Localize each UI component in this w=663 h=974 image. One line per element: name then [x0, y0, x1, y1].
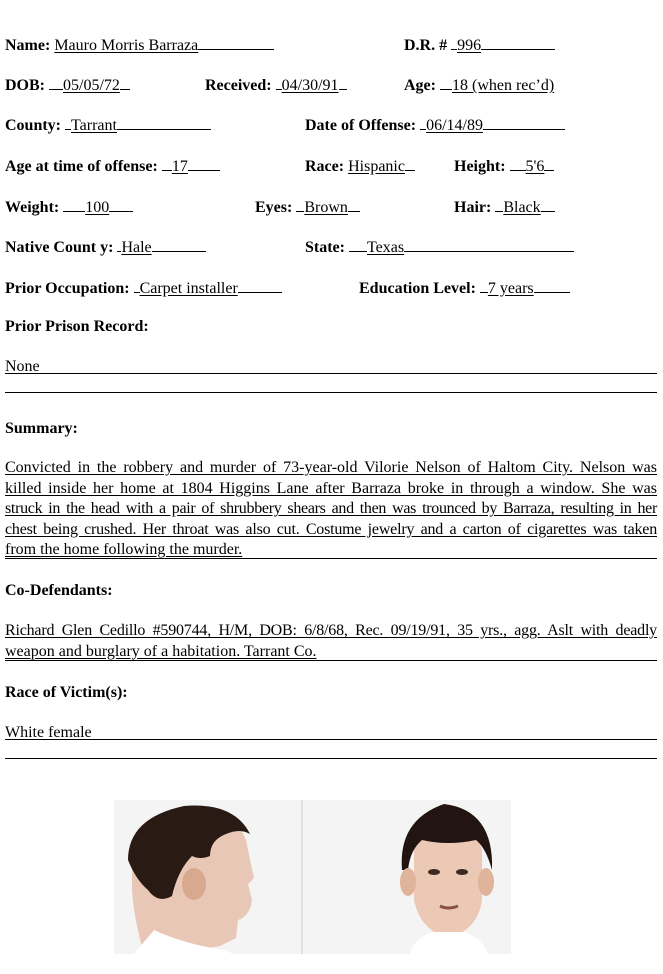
state-underline — [404, 235, 574, 252]
race-label: Race: — [305, 158, 345, 175]
occupation-row — [5, 276, 282, 299]
offense-date-label: Date of Offense: — [305, 117, 417, 134]
name-row — [5, 33, 274, 56]
prior-record-heading: Prior Prison Record: — [5, 318, 149, 335]
native-county-underline — [152, 235, 206, 252]
state-value: Texas — [366, 239, 405, 256]
age-offense-row — [5, 154, 220, 177]
prior-record-value: None — [5, 358, 40, 375]
received-underline — [339, 73, 347, 90]
height-underline — [544, 154, 554, 171]
prior-record-rule-1 — [5, 373, 657, 374]
hair-label: Hair: — [454, 199, 492, 216]
codefendants-line: Richard Glen Cedillo #590744, H/M, DOB: 6/8/68, Rec. 09/19/91, 35 yrs., agg. Aslt with deadly — [5, 622, 657, 639]
age-label: Age: — [404, 77, 436, 94]
occupation-value: Carpet installer — [139, 280, 238, 297]
victim-heading: Race of Victim(s): — [5, 684, 128, 701]
dob-underline-pre — [49, 73, 63, 90]
eyes-underline — [348, 195, 360, 212]
offense-date-underline — [483, 113, 565, 130]
occupation-underline — [238, 276, 282, 293]
education-underline-pre — [480, 276, 488, 293]
dob-row — [5, 73, 130, 96]
mugshot-image — [114, 800, 511, 954]
age-value: 18 (when rec’d) — [451, 77, 555, 94]
eyes-row — [255, 195, 360, 218]
age-offense-label: Age at time of offense: — [5, 158, 158, 175]
height-value: 5'6 — [525, 158, 545, 175]
dr-row — [404, 33, 555, 56]
codefendants-text — [5, 621, 657, 661]
county-value: Tarrant — [71, 117, 117, 134]
dr-label: D.R. # — [404, 37, 448, 54]
weight-value: 100 — [85, 199, 110, 216]
hair-value: Black — [503, 199, 541, 216]
victim-rule-2 — [5, 758, 657, 759]
state-label: State: — [305, 239, 345, 256]
dob-value: 05/05/72 — [63, 77, 120, 94]
education-label: Education Level: — [359, 280, 476, 297]
prior-record-rule-2 — [5, 392, 657, 393]
weight-row — [5, 195, 133, 218]
summary-line: struck in the head with a pair of shrubbery shears and then was trounced by Barraza, resulting in her — [5, 500, 657, 517]
name-value: Mauro Morris Barraza — [54, 37, 199, 54]
race-row — [305, 154, 415, 177]
county-label: County: — [5, 117, 62, 134]
native-county-label: Native Count y: — [5, 239, 114, 256]
occupation-label: Prior Occupation: — [5, 280, 130, 297]
weight-label: Weight: — [5, 199, 60, 216]
codefendants-heading: Co-Defendants: — [5, 582, 113, 599]
summary-heading: Summary: — [5, 420, 78, 437]
age-row — [404, 73, 554, 96]
race-value: Hispanic — [348, 158, 405, 175]
eyes-value: Brown — [304, 199, 348, 216]
hair-row — [454, 195, 555, 218]
county-row — [5, 113, 211, 136]
native-county-value: Hale — [121, 239, 152, 256]
county-underline — [117, 113, 211, 130]
education-row — [359, 276, 570, 299]
education-underline — [534, 276, 570, 293]
received-label: Received: — [205, 77, 272, 94]
education-value: 7 years — [487, 280, 534, 297]
state-underline-pre — [349, 235, 367, 252]
victim-value: White female — [5, 724, 92, 741]
summary-text — [5, 458, 657, 559]
received-row — [205, 73, 347, 96]
weight-underline-pre — [63, 195, 85, 212]
height-label: Height: — [454, 158, 506, 175]
age-offense-value: 17 — [171, 158, 188, 175]
profile-photo — [128, 806, 254, 954]
summary-line: chest being crushed. Her throat was also cut. Costume jewelry and a carton of cigarettes was taken — [5, 520, 657, 538]
summary-line: killed inside her home at 1804 Higgins Lane after Barraza broke in through a window. She was — [5, 479, 657, 497]
summary-line: Convicted in the robbery and murder of 73-year-old Vilorie Nelson of Haltom City. Nelson was — [5, 459, 657, 476]
age-offense-underline-pre — [162, 154, 172, 171]
native-county-row — [5, 235, 206, 258]
victim-rule-1 — [5, 739, 657, 740]
age-underline-pre — [440, 73, 452, 90]
height-row — [454, 154, 554, 177]
received-value: 04/30/91 — [281, 77, 339, 94]
dr-underline — [481, 33, 555, 50]
mugshot-photos — [114, 800, 511, 954]
dr-value: 996 — [457, 37, 482, 54]
name-underline — [198, 33, 274, 50]
race-underline — [405, 154, 415, 171]
summary-line: from the home following the murder. — [5, 540, 657, 559]
offense-date-row — [305, 113, 565, 136]
name-label: Name: — [5, 37, 51, 54]
state-row — [305, 235, 574, 258]
weight-underline — [109, 195, 133, 212]
age-offense-underline — [188, 154, 220, 171]
offense-date-value: 06/14/89 — [426, 117, 483, 134]
height-underline-pre — [510, 154, 526, 171]
dob-label: DOB: — [5, 77, 45, 94]
hair-underline — [541, 195, 555, 212]
eyes-label: Eyes: — [255, 199, 293, 216]
codefendants-line: weapon and burglary of a habitation. Tarrant Co. — [5, 642, 657, 661]
dob-underline — [120, 73, 130, 90]
